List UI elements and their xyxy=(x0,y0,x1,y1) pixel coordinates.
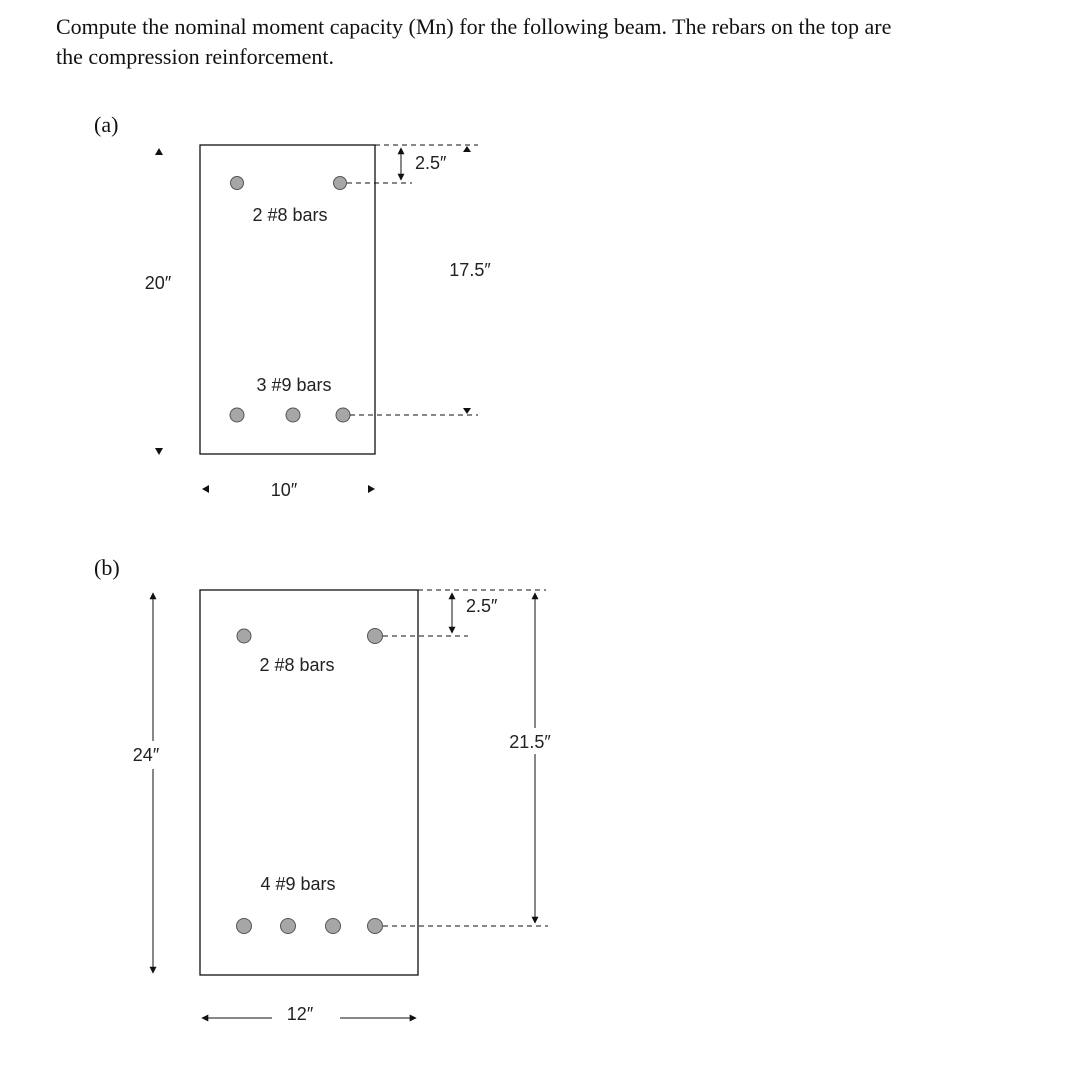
figure-a-top-bars-label: 2 #8 bars xyxy=(252,205,328,225)
figure-b-bottom-bar-3 xyxy=(326,919,341,934)
figure-b-bottom-bar-1 xyxy=(237,919,252,934)
figure-a-bottom-bar-2 xyxy=(286,408,300,422)
figure-a-cover-label: 2.5″ xyxy=(415,153,447,173)
problem-line-2: the compression reinforcement. xyxy=(56,44,334,69)
figure-b xyxy=(94,555,551,1024)
problem-line-1: Compute the nominal moment capacity (Mn) for the following beam. The rebars on the top are xyxy=(56,14,892,39)
figure-a-bottom-bars-label: 3 #9 bars xyxy=(256,375,332,395)
figure-b-bottom-bar-2 xyxy=(281,919,296,934)
figure-b-part-label: (b) xyxy=(94,555,120,580)
figure-b-width-label: 12″ xyxy=(286,1004,314,1024)
figure-a-depth-label: 17.5″ xyxy=(449,260,491,280)
figure-a-beam-section xyxy=(200,145,375,454)
figure-b-bottom-bars-label: 4 #9 bars xyxy=(260,874,336,894)
figure-a-depth-arrow-bottom xyxy=(463,408,471,414)
figure-a-top-bar-1 xyxy=(231,177,244,190)
figure-a-bottom-bar-1 xyxy=(230,408,244,422)
figure-a-part-label: (a) xyxy=(94,112,119,137)
figure-b-top-bars-label: 2 #8 bars xyxy=(259,655,335,675)
figure-a-bottom-bar-3 xyxy=(336,408,350,422)
figure-a-width-arrow-left xyxy=(202,485,209,493)
figure-b-cover-label: 2.5″ xyxy=(466,596,498,616)
figure-a-height-arrow-bottom xyxy=(155,448,163,455)
figure-b-top-bar-1 xyxy=(237,629,251,643)
figure-b-height-label: 24″ xyxy=(132,745,160,765)
figure-a-height-arrow-top xyxy=(155,148,163,155)
figure-a-height-label: 20″ xyxy=(144,273,172,293)
figure-b-top-bar-2 xyxy=(368,629,383,644)
figure-a-width-arrow-right xyxy=(368,485,375,493)
figure-b-bottom-bar-4 xyxy=(368,919,383,934)
figure-a-depth-arrow-top xyxy=(463,146,471,152)
figure-a-width-label: 10″ xyxy=(270,480,298,500)
figure-b-beam-section xyxy=(200,590,418,975)
figure-b-depth-label: 21.5″ xyxy=(509,732,551,752)
figure-a-top-bar-2 xyxy=(334,177,347,190)
figure-a xyxy=(94,112,491,500)
